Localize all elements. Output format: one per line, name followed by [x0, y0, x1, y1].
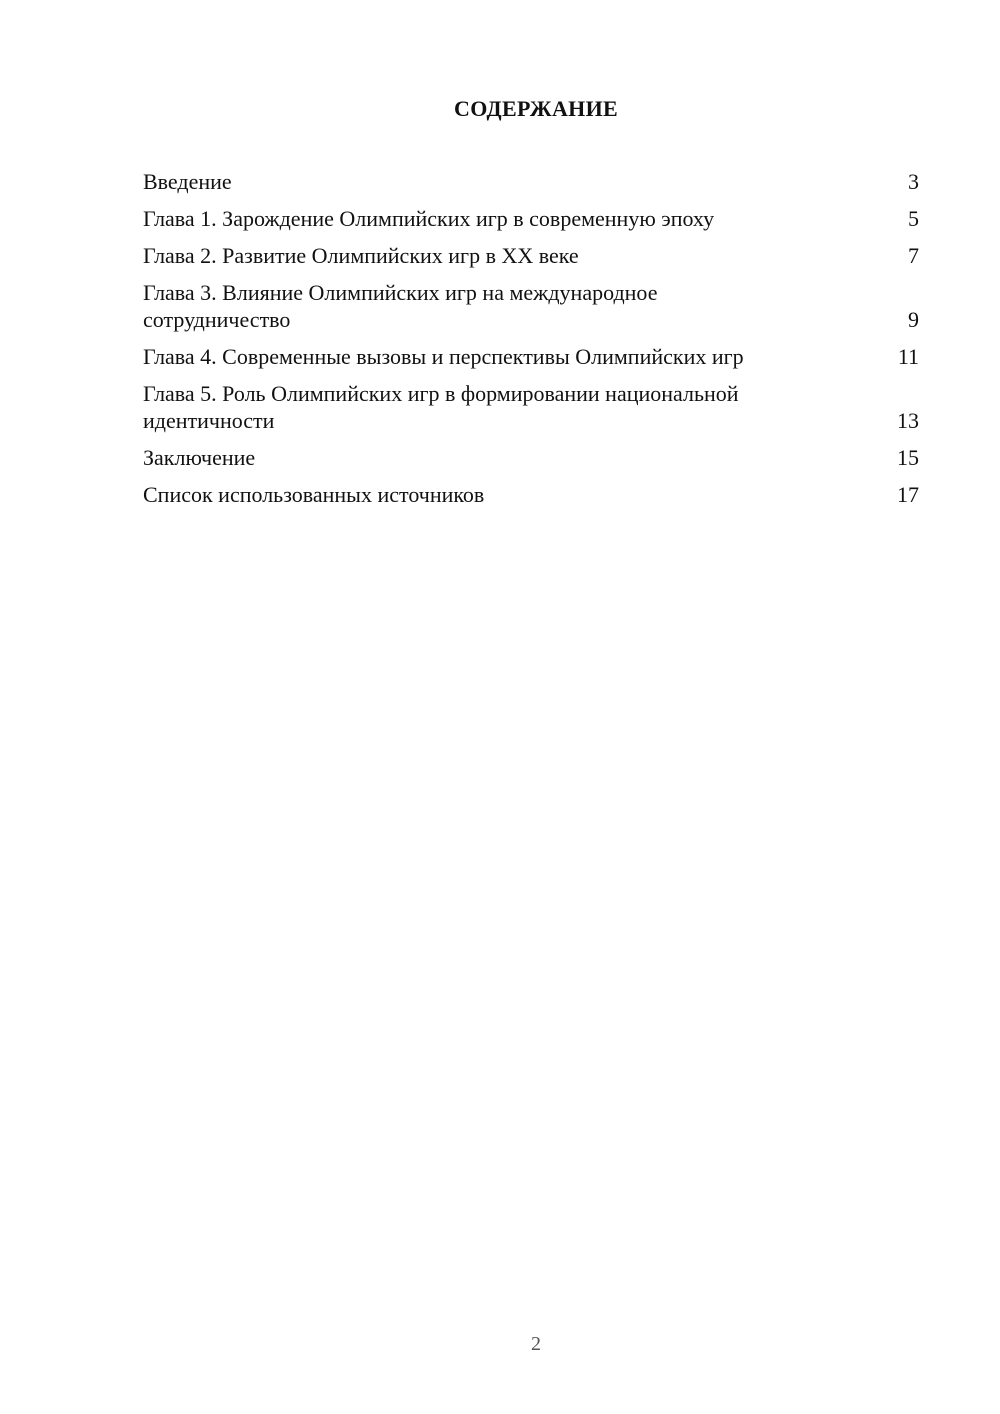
toc-entry-line: Глава 5. Роль Олимпийских игр в формировании национальной [143, 381, 739, 406]
toc-entry-chapter-3[interactable] [143, 279, 919, 333]
toc-entry-chapter-4[interactable] [143, 343, 919, 370]
toc-page-number: 15 [897, 445, 919, 470]
toc-entry-text [143, 279, 657, 333]
toc-entry-line: Заключение [143, 445, 256, 470]
toc-entry-conclusion[interactable] [143, 444, 919, 471]
toc-entry-introduction[interactable] [143, 168, 919, 195]
toc-page-number: 7 [908, 243, 919, 268]
toc-entry-text [143, 205, 714, 232]
toc-entry-text [143, 242, 579, 269]
toc-page-number: 5 [908, 206, 919, 231]
toc-entry-references[interactable] [143, 481, 919, 508]
toc-entry-line: Глава 4. Современные вызовы и перспективы Олимпийских игр [143, 344, 744, 369]
toc-entry-chapter-2[interactable] [143, 242, 919, 269]
toc-entry-line: идентичности [143, 408, 275, 433]
toc-entry-line: Список использованных источников [143, 482, 485, 507]
toc-page-number: 17 [897, 482, 919, 507]
toc-entry-text [143, 168, 232, 195]
toc-entry-line: Глава 2. Развитие Олимпийских игр в XX веке [143, 243, 579, 268]
toc-entry-line: сотрудничество [143, 307, 291, 332]
toc-entry-line: Введение [143, 169, 232, 194]
toc-page-number: 11 [897, 344, 919, 369]
toc-page-number: 9 [908, 307, 919, 332]
toc-entry-chapter-5[interactable] [143, 380, 919, 434]
toc-page-number: 13 [897, 408, 919, 433]
toc-entry-text [143, 343, 744, 370]
toc-entry-text [143, 481, 484, 508]
page-title: СОДЕРЖАНИЕ [454, 96, 618, 121]
toc-entry-line: Глава 1. Зарождение Олимпийских игр в современную эпоху [143, 206, 715, 231]
toc-entry-text [143, 444, 255, 471]
toc-page-number: 3 [908, 169, 919, 194]
table-of-contents [143, 168, 919, 518]
page-footer-number: 2 [531, 1333, 541, 1355]
toc-entry-text [143, 380, 739, 434]
toc-entry-line: Глава 3. Влияние Олимпийских игр на международное [143, 280, 658, 305]
toc-entry-chapter-1[interactable] [143, 205, 919, 232]
